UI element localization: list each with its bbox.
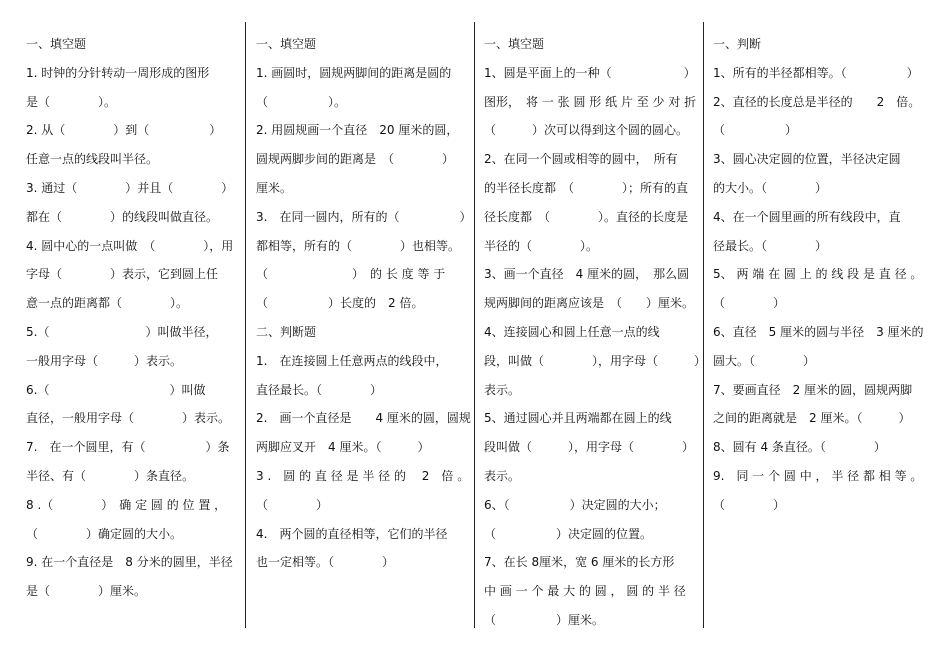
text-line: 是（ ）。 (26, 94, 117, 109)
column-divider (245, 22, 246, 628)
text-line: 7. 在一个圆里，有（ ）条 (26, 440, 230, 455)
text-line: 任意一点的线段叫半径。 (26, 152, 159, 167)
text-line: 都相等，所有的（ ）也相等。 (256, 238, 461, 253)
text-line: （ ） (256, 497, 329, 512)
text-line: 直径，一般用字母（ ）表示。 (26, 411, 231, 426)
column-4 (713, 30, 928, 520)
text-line: 3. 通过（ ）并且（ ） (26, 180, 234, 195)
text-line: 也一定相等。（ ） (256, 555, 395, 570)
text-line: 4、在一个圆里画的所有线段中，直 (713, 209, 901, 224)
text-line: 5、通过圆心并且两端都在圆上的线 (484, 411, 672, 426)
text-line: 2. 从（ ）到（ ） (26, 123, 222, 138)
text-line: 半径的（ ）。 (484, 238, 599, 253)
text-line: 二、判断题 (256, 324, 317, 339)
text-line: 半径、有（ ）条直径。 (26, 468, 195, 483)
text-line: 规两脚间的距离应该是 （ ）厘米。 (484, 296, 695, 311)
text-line: 表示。 (484, 468, 521, 483)
text-line: （ ）确定圆的大小。 (26, 526, 183, 541)
text-line: 之间的距离就是 2 厘米。（ ） (713, 411, 911, 426)
text-line: 都在（ ）的线段叫做直径。 (26, 209, 219, 224)
text-line: 5、 两 端 在 圆 上 的 线 段 是 直 径 。 (713, 267, 923, 282)
text-line: 8 .（ ） 确 定 圆 的 位 置 ， (26, 497, 227, 512)
text-line: 一、填空题 (484, 37, 545, 51)
text-line: 一、填空题 (26, 37, 87, 51)
text-line: 2、直径的长度总是半径的 2 倍。 (713, 94, 921, 109)
text-line: 意一点的距离都（ ）。 (26, 296, 189, 311)
text-line: 3、圆心决定圆的位置，半径决定圆 (713, 152, 901, 167)
text-line: 径长度都 （ ）。直径的长度是 (484, 209, 689, 224)
text-line: 厘米。 (256, 180, 293, 195)
text-line: （ ）决定圆的位置。 (484, 526, 653, 541)
text-line: 4. 圆中心的一点叫做 （ ），用 (26, 238, 234, 253)
text-line: 2. 画一个直径是 4 厘米的圆，圆规 (256, 411, 471, 426)
text-line: 9. 在一个直径是 8 分米的圆里，半径 (26, 555, 233, 570)
text-line: 1. 画圆时，圆规两脚间的距离是圆的 (256, 65, 452, 80)
text-line: 图形， 将 一 张 圆 形 纸 片 至 少 对 折 (484, 94, 697, 109)
text-line: 直径最长。（ ） (256, 382, 383, 397)
text-line: 7、在长 8厘米，宽 6 厘米的长方形 (484, 555, 675, 570)
text-line: （ ） 的 长 度 等 于 (256, 267, 446, 282)
text-line: 一、填空题 (256, 37, 317, 51)
text-line: 圆大。（ ） (713, 353, 816, 368)
text-line: 一、判断 (713, 37, 762, 51)
text-line: 1. 在连接圆上任意两点的线段中， (256, 353, 448, 368)
text-line: 2. 用圆规画一个直径 20 厘米的圆， (256, 123, 459, 138)
column-1 (26, 30, 236, 606)
text-line: 7、要画直径 2 厘米的圆，圆规两脚 (713, 382, 913, 397)
text-line: 字母（ ）表示，它到圆上任 (26, 267, 219, 282)
text-line: 两脚应叉开 4 厘米。（ ） (256, 440, 430, 455)
text-line: （ ） (713, 123, 798, 138)
text-line: 1、圆是平面上的一种（ ） (484, 65, 696, 80)
text-line: （ ）。 (256, 94, 347, 109)
text-line: 3 . 圆 的 直 径 是 半 径 的 2 倍 。 (256, 468, 470, 483)
text-line: 表示。 (484, 382, 521, 397)
column-2 (256, 30, 472, 577)
text-line: 段，叫做（ ），用字母（ ） (484, 353, 707, 368)
column-3 (484, 30, 707, 635)
text-line: 6、直径 5 厘米的圆与半径 3 厘米的 (713, 324, 924, 339)
text-line: （ ）次可以得到这个圆的圆心。 (484, 123, 689, 138)
text-line: 9. 同 一 个 圆 中 ， 半 径 都 相 等 。 (713, 468, 923, 483)
text-line: （ ）长度的 2 倍。 (256, 296, 424, 311)
text-line: 一般用字母（ ）表示。 (26, 353, 183, 368)
text-line: （ ） (713, 497, 786, 512)
text-line: 8、圆有 4 条直径。（ ） (713, 440, 886, 455)
text-line: 是（ ）厘米。 (26, 584, 147, 599)
text-line: 5.（ ）叫做半径， (26, 324, 218, 339)
column-divider (703, 22, 704, 628)
text-line: 的大小。（ ） (713, 180, 828, 195)
text-line: 1. 时钟的分针转动一周形成的图形 (26, 65, 210, 80)
text-line: 6、（ ）决定圆的大小； (484, 497, 666, 512)
text-line: 6.（ ）叫做 (26, 382, 206, 397)
text-line: 1、所有的半径都相等。（ ） (713, 65, 919, 80)
text-line: （ ）厘米。 (484, 612, 605, 627)
text-line: 4、连接圆心和圆上任意一点的线 (484, 324, 660, 339)
text-line: 3、画一个直径 4 厘米的圆， 那么圆 (484, 267, 690, 282)
text-line: 3. 在同一圆内，所有的（ ） (256, 209, 472, 224)
text-line: 径最长。（ ） (713, 238, 828, 253)
text-line: 4. 两个圆的直径相等，它们的半径 (256, 526, 448, 541)
column-divider (474, 22, 475, 628)
text-line: 中 画 一 个 最 大 的 圆 ， 圆 的 半 径 (484, 584, 686, 599)
text-line: 圆规两脚步间的距离是 （ ） (256, 152, 455, 167)
text-line: 2、在同一个圆或相等的圆中， 所有 (484, 152, 678, 167)
text-line: （ ） (713, 296, 786, 311)
text-line: 的半径长度都 （ ）；所有的直 (484, 180, 689, 195)
text-line: 段叫做（ ），用字母（ ） (484, 440, 695, 455)
